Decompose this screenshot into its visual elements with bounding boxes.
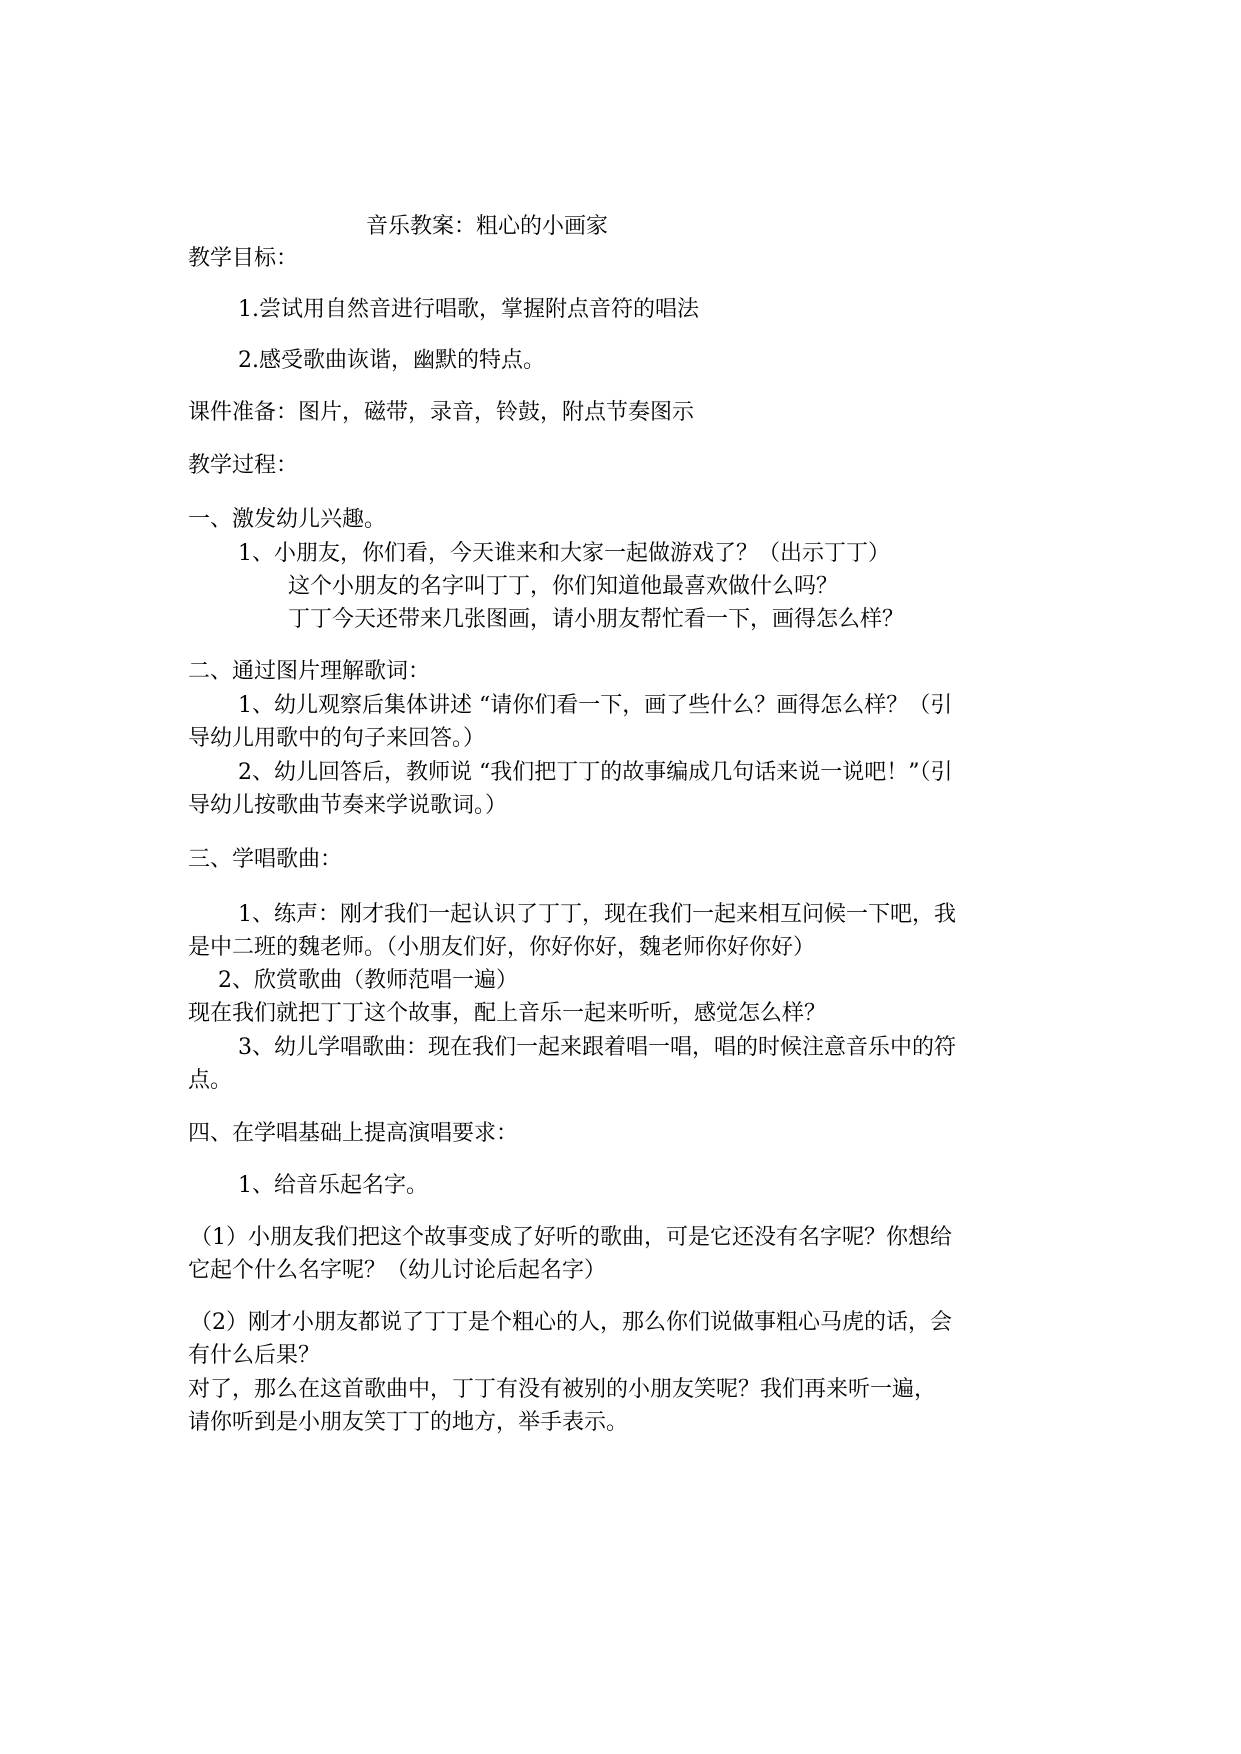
section-3-line-2: 是中二班的魏老师。（小朋友们好，你好你好，魏老师你好你好）	[188, 935, 816, 960]
section-1-line-2: 这个小朋友的名字叫丁丁，你们知道他最喜欢做什么吗？	[288, 574, 839, 599]
section-1-heading: 一、激发幼儿兴趣。	[188, 507, 387, 532]
section-4-line-3: 它起个什么名字呢？（幼儿讨论后起名字）	[188, 1258, 607, 1283]
section-4-line-2: （1）小朋友我们把这个故事变成了好听的歌曲，可是它还没有名字呢？你想给	[190, 1225, 952, 1250]
section-3-line-5: 3、幼儿学唱歌曲：现在我们一起来跟着唱一唱，唱的时候注意音乐中的符	[238, 1035, 956, 1060]
section-2-line-4: 导幼儿按歌曲节奏来学说歌词。）	[188, 793, 508, 818]
section-2-line-2: 导幼儿用歌中的句子来回答。）	[188, 726, 486, 751]
preparation-line: 课件准备：图片，磁带，录音，铃鼓，附点节奏图示	[188, 400, 695, 425]
section-4-heading: 四、在学唱基础上提高演唱要求：	[188, 1121, 519, 1146]
objective-item-1: 1.尝试用自然音进行唱歌，掌握附点音符的唱法	[238, 297, 699, 322]
document-title: 音乐教案：粗心的小画家	[366, 214, 609, 239]
section-2-line-3: 2、幼儿回答后，教师说 “我们把丁丁的故事编成几句话来说一说吧！”（引	[238, 760, 953, 785]
objectives-heading: 教学目标：	[188, 246, 299, 271]
section-4-line-7: 请你听到是小朋友笑丁丁的地方，举手表示。	[188, 1410, 629, 1435]
section-2-heading: 二、通过图片理解歌词：	[188, 659, 431, 684]
section-3-line-4: 现在我们就把丁丁这个故事，配上音乐一起来听听，感觉怎么样？	[188, 1001, 827, 1026]
process-heading: 教学过程：	[188, 453, 299, 478]
section-3-heading: 三、学唱歌曲：	[188, 847, 343, 872]
section-4-line-5: 有什么后果？	[188, 1343, 321, 1368]
section-4-line-6: 对了，那么在这首歌曲中，丁丁有没有被别的小朋友笑呢？我们再来听一遍，	[188, 1377, 937, 1402]
section-3-line-6: 点。	[188, 1068, 233, 1093]
section-4-line-4: （2）刚才小朋友都说了丁丁是个粗心的人，那么你们说做事粗心马虎的话，会	[190, 1310, 952, 1335]
section-3-line-1: 1、练声：刚才我们一起认识了丁丁，现在我们一起来相互问候一下吧，我	[238, 902, 956, 927]
objective-item-2: 2.感受歌曲诙谐，幽默的特点。	[238, 348, 545, 373]
section-4-line-1: 1、给音乐起名字。	[238, 1173, 428, 1198]
section-3-line-3: 2、欣赏歌曲（教师范唱一遍）	[218, 968, 518, 993]
section-1-line-1: 1、小朋友，你们看，今天谁来和大家一起做游戏了？（出示丁丁）	[238, 541, 890, 566]
section-2-line-1: 1、幼儿观察后集体讲述 “请你们看一下，画了些什么？画得怎么样？（引	[238, 693, 953, 718]
section-1-line-3: 丁丁今天还带来几张图画，请小朋友帮忙看一下，画得怎么样？	[288, 607, 905, 632]
